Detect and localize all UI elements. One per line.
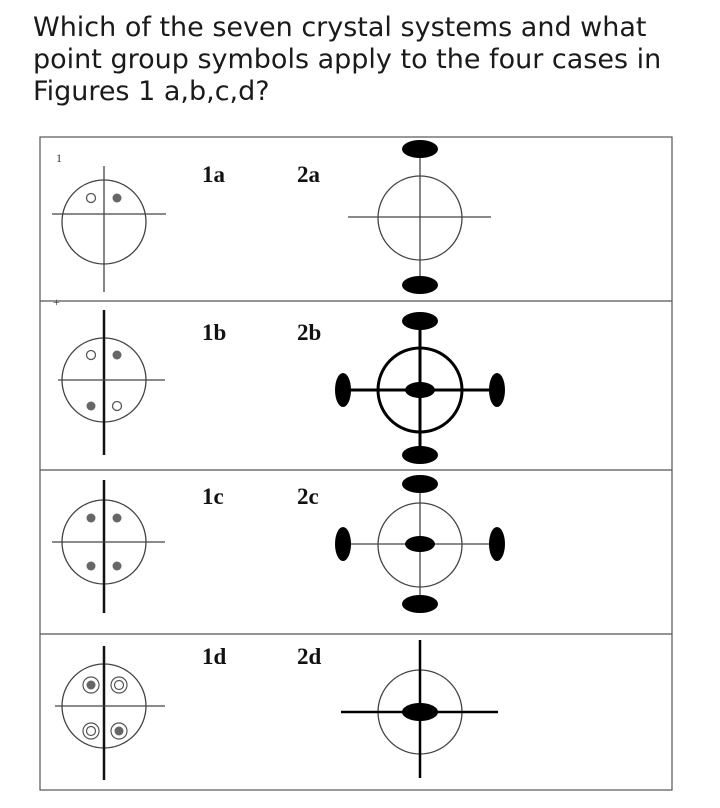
stereogram-1a [52,166,166,292]
symmetry-diagram-2a [348,140,491,294]
label-2b: 2b [297,320,322,345]
symmetry-diagram-2b [335,312,505,464]
label-2a: 2a [297,162,320,187]
symmetry-diagram-2c [335,475,505,613]
label-1c: 1c [202,484,224,509]
figure-table [40,137,672,790]
stereogram-1d [55,646,165,780]
symmetry-diagram-2d [341,640,498,778]
stereogram-1c [52,480,165,613]
row-divider-mark: + [53,295,60,309]
label-1b: 1b [202,320,227,345]
stereogram-1b [58,310,165,455]
question-text: Which of the seven crystal systems and what point group symbols apply to the four cases in Figures 1 a,b,c,d? [33,12,662,107]
label-1a: 1a [202,162,225,187]
label-2d: 2d [297,644,322,669]
label-2c: 2c [297,484,319,509]
label-1d: 1d [202,644,227,669]
corner-mark: 1 [56,151,62,165]
